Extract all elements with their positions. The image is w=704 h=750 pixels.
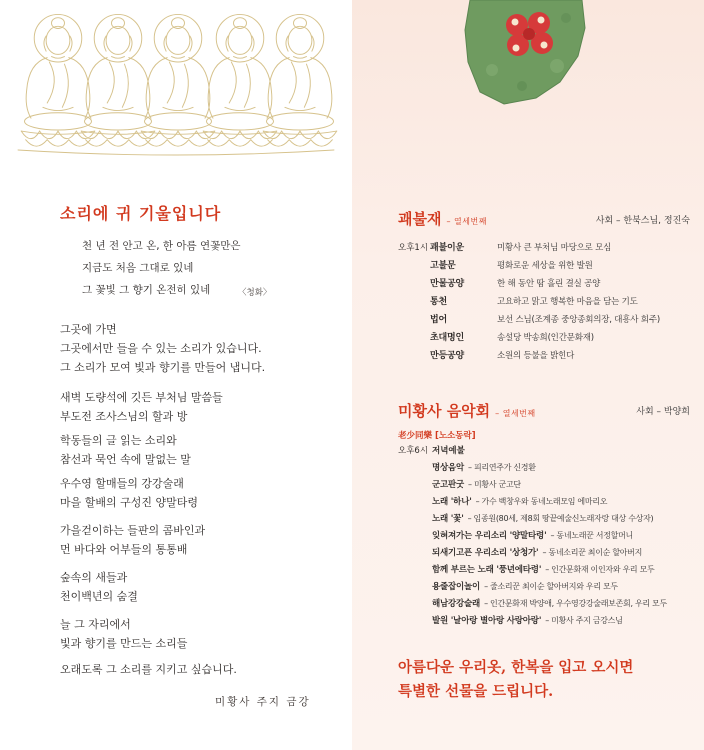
stanza: [60, 615, 187, 653]
program-item-label: 발원 '날아랑 별아랑 사랑아랑': [432, 616, 542, 626]
program-item-label: 함께 부르는 노래 '풍년에타령': [432, 565, 542, 575]
robe-right: [311, 58, 332, 118]
buddha-figure: [21, 14, 94, 146]
program-item: [432, 612, 623, 630]
stanza-line: 그곳에서만 들을 수 있는 소리가 있습니다.: [60, 342, 262, 355]
program-item-label: 잊혀져가는 우리소리 '양말타령': [432, 531, 547, 541]
program-item: [432, 561, 654, 579]
schedule-row: [398, 257, 593, 275]
program-item: [432, 476, 521, 494]
neck: [172, 57, 185, 59]
neck: [52, 57, 65, 59]
hanbok-notice-line: 특별한 선물을 드립니다.: [398, 683, 554, 700]
schedule-item-label: 고불문: [430, 261, 456, 271]
program-item-desc: – 인간문화재 이인자와 우리 모두: [545, 565, 655, 574]
petal-highlight: [513, 45, 520, 52]
stanza-line: 그 소리가 모여 빛과 향기를 만들어 냅니다.: [60, 361, 266, 374]
program-item-label: 해남강강술래: [432, 599, 481, 609]
schedule-item-label: 초대명인: [430, 333, 464, 343]
hands: [43, 107, 73, 110]
program-item-desc: – 미황사 군고단: [468, 480, 521, 489]
head: [166, 26, 190, 54]
stanza-line: 참선과 묵언 속에 말없는 말: [60, 453, 191, 466]
stanza: [60, 320, 265, 377]
poem-line: 지금도 처음 그대로 있네: [82, 262, 194, 274]
program-item: [432, 493, 607, 511]
crossed-legs: [25, 113, 92, 130]
program-item-desc: – 미황사 주지 금강스님: [545, 616, 623, 625]
poem-line: 천 년 전 안고 온, 한 아름 연꽃만은: [82, 240, 241, 252]
robe-fold: [182, 64, 188, 107]
crossed-legs: [145, 113, 212, 130]
stanza: [60, 660, 237, 679]
hands: [103, 107, 133, 110]
head: [106, 26, 130, 54]
concert-time: 오후6시: [398, 446, 429, 456]
lotus-petals-lower: [268, 140, 333, 146]
concert-opening: 저녁예불: [432, 446, 465, 456]
buddha-figure: [81, 14, 154, 146]
stanza-line: 그곳에 가면: [60, 323, 117, 336]
schedule-row: [398, 311, 660, 329]
concert-title: 미황사 음악회: [398, 402, 491, 420]
leaf-flower-icon: [352, 0, 704, 112]
lotus-ground-line: [18, 150, 334, 155]
signature: 미황사 주지 금강: [215, 696, 311, 708]
gwaebulje-title: 괘불재: [398, 210, 442, 228]
head: [46, 26, 70, 54]
robe-fold: [289, 62, 296, 103]
concert-subtitle: – 열세번째: [495, 409, 536, 418]
schedule-item-desc: 보선 스님(조계종 중앙종회의장, 대흥사 회주): [497, 315, 660, 325]
poem: [82, 235, 241, 301]
hanbok-notice-line: 아름다운 우리옷, 한복을 입고 오시면: [398, 659, 634, 676]
schedule-row: [398, 275, 600, 293]
hands: [225, 107, 255, 110]
buddha-line-art: [0, 0, 352, 160]
schedule-item-desc: 소원의 등불을 밝힌다: [497, 351, 575, 361]
robe-fold: [62, 64, 68, 107]
robe-fold: [244, 64, 250, 107]
leaf-texture: [486, 64, 498, 76]
program-item-desc: – 인간문화재 박양애, 우수영강강술래보존회, 우리 모두: [484, 599, 667, 608]
program-item-label: 군고판굿: [432, 480, 465, 490]
stanza-line: 가을걷이하는 들판의 콤바인과: [60, 524, 206, 537]
petal-highlight: [541, 42, 548, 49]
stanza-line: 새벽 도량석에 깃든 부처님 말씀들: [60, 391, 223, 404]
program-item-desc: – 임종원(80세, 제8회 땅끝예술신노래자랑 대상 수상자): [467, 514, 654, 523]
lotus-petals-lower: [208, 140, 273, 146]
buddha-figure: [263, 14, 336, 146]
stanza-line: 늘 그 자리에서: [60, 618, 131, 631]
stanza-line: 학동들의 글 읽는 소리와: [60, 434, 177, 447]
concert-theme: 老少同樂 [노소동락]: [398, 431, 476, 441]
hands: [285, 107, 315, 110]
robe-fold: [229, 62, 236, 103]
schedule-item-label: 괘불이운: [430, 243, 464, 253]
robe-fold: [47, 62, 54, 103]
schedule-item-label: 통천: [430, 297, 447, 307]
program-item: [432, 459, 536, 477]
petal-highlight: [538, 17, 545, 24]
page-title: 소리에 귀 기울입니다: [60, 204, 222, 223]
hands: [163, 107, 193, 110]
stanza: [60, 388, 223, 426]
concert-opening-row: [398, 443, 465, 459]
schedule-item-desc: 평화로운 세상을 위한 발원: [497, 261, 593, 271]
neck: [294, 57, 307, 59]
schedule-item-label: 만물공양: [430, 279, 464, 289]
flower-center: [523, 28, 535, 40]
crossed-legs: [207, 113, 274, 130]
stanza-line: 빛과 향기를 만드는 소리들: [60, 637, 188, 650]
schedule-item-desc: 고요하고 맑고 행복한 마음을 담는 기도: [497, 297, 638, 307]
stanza-line: 부도전 조사스님의 할과 방: [60, 410, 188, 423]
stanza: [60, 431, 191, 469]
schedule-row: [398, 293, 638, 311]
lotus-petals-lower: [146, 140, 211, 146]
program-item-label: 노래 '하나': [432, 497, 472, 507]
robe-left: [208, 58, 229, 118]
schedule-row: [398, 347, 574, 365]
leaf-texture: [517, 81, 527, 91]
program-item: [432, 578, 618, 596]
stanza-line: 오래도록 그 소리를 지키고 싶습니다.: [60, 663, 237, 676]
schedule-row: [398, 239, 611, 257]
schedule-item-desc: 송설당 박송희(인간문화재): [497, 333, 594, 343]
program-item: [432, 527, 633, 545]
stanza: [60, 474, 198, 512]
stanza-line: 숲속의 새들과: [60, 571, 128, 584]
program-item: [432, 544, 642, 562]
schedule-item-label: 만등공양: [430, 351, 464, 361]
program-item: [432, 595, 667, 613]
head: [288, 26, 312, 54]
schedule-item-label: 법어: [430, 315, 447, 325]
schedule-time: 오후1시: [398, 243, 429, 253]
crossed-legs: [267, 113, 334, 130]
robe-fold: [107, 62, 114, 103]
neck: [112, 57, 125, 59]
schedule-row: [398, 329, 594, 347]
program-item-label: 되새기고픈 우리소리 '상청가': [432, 548, 539, 558]
robe-fold: [304, 64, 310, 107]
buddha-figure: [203, 14, 276, 146]
program-item-label: 노래 '꽃': [432, 514, 464, 524]
stanza-line: 우수영 할매들의 강강술래: [60, 477, 184, 490]
program-item-desc: – 동네노래꾼 서정할머니: [550, 531, 633, 540]
robe-right: [189, 58, 210, 118]
lotus-petals-lower: [26, 140, 91, 146]
stanza: [60, 521, 205, 559]
crossed-legs: [85, 113, 152, 130]
schedule-item-desc: 한 해 동안 땀 흘린 결실 공양: [497, 279, 601, 289]
petal-highlight: [512, 19, 519, 26]
gwaebulje-heading: [398, 208, 487, 233]
program-item-label: 용줄잡이놀이: [432, 582, 481, 592]
stanza-line: 천이백년의 숨결: [60, 590, 138, 603]
concert-host: 사회 – 박양희: [636, 407, 690, 417]
buddha-figure: [141, 14, 214, 146]
program-item: [432, 510, 653, 528]
stanza-line: 먼 바다와 어부들의 통통배: [60, 543, 188, 556]
schedule-item-desc: 미황사 큰 부처님 마당으로 모심: [497, 243, 612, 253]
gwaebulje-subtitle: – 열세번째: [446, 217, 487, 226]
program-item-desc: – 피리연주가 신경환: [468, 463, 536, 472]
robe-fold: [167, 62, 174, 103]
robe-left: [26, 58, 47, 118]
poem-line: 그 꽃빛 그 향기 온전히 있네: [82, 284, 211, 296]
program-item-desc: – 줄소리꾼 최이순 할아버지와 우리 모두: [484, 582, 618, 591]
stanza-line: 마을 할배의 구성진 양말타령: [60, 496, 199, 509]
head: [228, 26, 252, 54]
neck: [234, 57, 247, 59]
stanza: [60, 568, 138, 606]
leaf-texture: [561, 13, 571, 23]
leaf-texture: [550, 59, 564, 73]
poem-attribution: 〈청화〉: [238, 288, 272, 298]
right-panel: [352, 0, 704, 750]
program-item-label: 명상음악: [432, 463, 465, 473]
lotus-petals-lower: [86, 140, 151, 146]
gwaebulje-host: 사회 – 한북스님, 정진숙: [595, 216, 690, 226]
program-item-desc: – 동네소리꾼 최이순 할아버지: [542, 548, 643, 557]
robe-fold: [122, 64, 128, 107]
concert-heading: [398, 400, 536, 425]
program-item-desc: – 가수 백창우와 동네노래모임 에마리오: [475, 497, 608, 506]
